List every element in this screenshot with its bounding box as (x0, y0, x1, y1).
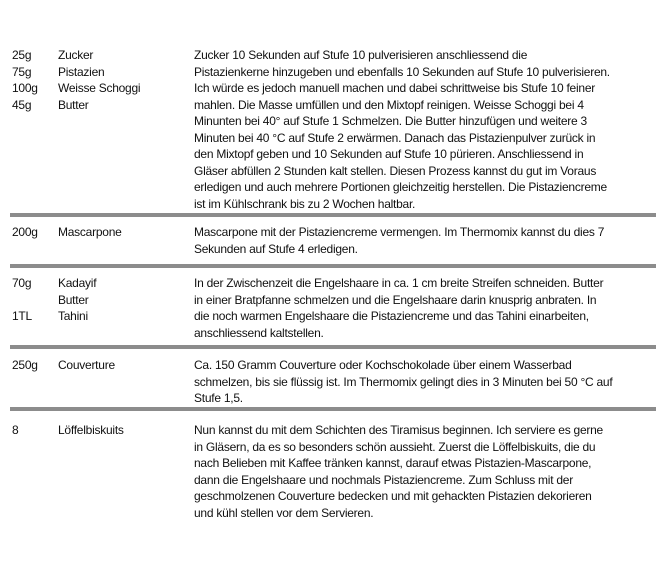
instruction-line: in einer Bratpfanne schmelzen und die Engelshaare darin knusprig anbraten. In (194, 292, 597, 307)
instruction-line: In der Zwischenzeit die Engelshaare in ca. 1 cm breite Streifen schneiden. Butter (194, 276, 604, 290)
ingredient (12, 308, 96, 325)
instruction-line: Pistazienkerne hinzugeben und ebenfalls 10 Sekunden auf Stufe 10 pulverisieren. (194, 64, 610, 79)
ingredient (12, 64, 140, 81)
ingredient-qty: 45g (12, 97, 32, 112)
ingredient-name: Weisse Schoggi (58, 81, 141, 95)
ingredient-qty: 25g (12, 48, 32, 62)
instruction-line: die noch warmen Engelshaare die Pistaziencreme und das Tahini einarbeiten, (194, 309, 589, 323)
ingredient-qty: 1TL (12, 309, 32, 323)
instruction-line: Ich würde es jedoch manuell machen und dabei schrittweise bis Stufe 10 feiner (194, 81, 595, 95)
ingredient-name: Butter (58, 97, 89, 112)
instruction-line: Stufe 1,5. (194, 391, 243, 405)
ingredient (12, 275, 96, 292)
ingredient-list (12, 224, 122, 241)
instruction-line: und kühl stellen vor dem Servieren. (194, 505, 374, 520)
ingredient (12, 47, 140, 64)
instruction-line: anschliessend kaltstellen. (194, 325, 324, 340)
instructions (194, 422, 603, 521)
divider (10, 213, 656, 217)
instructions (194, 357, 612, 407)
ingredient (12, 422, 124, 439)
instruction-line: schmelzen, bis sie flüssig ist. Im Thermomix gelingt dies in 3 Minuten bei 50 °C auf (194, 374, 613, 389)
ingredient-list (12, 357, 115, 374)
instructions (194, 275, 603, 341)
instructions (194, 47, 610, 212)
divider (10, 264, 656, 268)
ingredient-qty: 200g (12, 225, 38, 239)
ingredient (12, 224, 122, 241)
instruction-line: nach Belieben mit Kaffee tränken kannst, darauf etwas Pistazien-Mascarpone, (194, 456, 592, 470)
instruction-line: Minuten bei 40 °C auf Stufe 2 erwärmen. Danach das Pistazienpulver zurück in (194, 130, 596, 145)
ingredient (12, 357, 115, 374)
instruction-line: Mascarpone mit der Pistaziencreme vermengen. Im Thermomix kannst du dies 7 (194, 225, 605, 239)
instruction-line: Sekunden auf Stufe 4 erledigen. (194, 241, 358, 256)
ingredient-list (12, 422, 124, 439)
ingredient (12, 292, 96, 309)
ingredient-name: Pistazien (58, 64, 105, 79)
ingredient-qty: 70g (12, 276, 32, 290)
ingredient-list (12, 275, 96, 325)
instructions (194, 224, 604, 257)
divider (10, 345, 656, 349)
instruction-line: Ca. 150 Gramm Couverture oder Kochschokolade über einem Wasserbad (194, 358, 572, 372)
ingredient-name: Butter (58, 292, 89, 307)
ingredient-name: Löffelbiskuits (58, 423, 124, 437)
instruction-line: Zucker 10 Sekunden auf Stufe 10 pulverisieren anschliessend die (194, 48, 528, 62)
instruction-line: den Mixtopf geben und 10 Sekunden auf Stufe 10 pürieren. Anschliessend in (194, 147, 584, 161)
ingredient (12, 97, 140, 114)
instruction-line: in Gläsern, da es so besonders schön aussieht. Zuerst die Löffelbiskuits, die du (194, 439, 596, 454)
ingredient-name: Tahini (58, 309, 88, 323)
instruction-line: Minunten bei 40° auf Stufe 1 Schmelzen. Die Butter hinzufügen und weitere 3 (194, 114, 587, 128)
instruction-line: mahlen. Die Masse umfüllen und den Mixtopf reinigen. Weisse Schoggi bei 4 (194, 97, 584, 112)
ingredient-name: Kadayif (58, 276, 97, 290)
divider (10, 407, 656, 411)
instruction-line: Gläser abfüllen 2 Stunden kalt stellen. Diesen Prozess kannst du gut im Voraus (194, 163, 597, 178)
ingredient-qty: 250g (12, 358, 38, 372)
ingredient-name: Zucker (58, 48, 94, 62)
ingredient-list (12, 47, 140, 113)
ingredient (12, 80, 140, 97)
ingredient-qty: 75g (12, 64, 32, 79)
ingredient-qty: 100g (12, 81, 38, 95)
instruction-line: dann die Engelshaare und nochmals Pistaziencreme. Zum Schluss mit der (194, 472, 573, 487)
instruction-line: geschmolzenen Couverture bedecken und mit gehackten Pistazien dekorieren (194, 489, 592, 503)
ingredient-name: Mascarpone (58, 225, 122, 239)
instruction-line: Nun kannst du mit dem Schichten des Tiramisus beginnen. Ich serviere es gerne (194, 423, 603, 437)
ingredient-name: Couverture (58, 358, 115, 372)
ingredient-qty: 8 (12, 423, 19, 437)
instruction-line: erledigen und auch mehrere Portionen gleichzeitig herstellen. Die Pistaziencreme (194, 180, 607, 194)
instruction-line: ist im Kühlschrank bis zu 2 Wochen haltbar. (194, 196, 416, 211)
